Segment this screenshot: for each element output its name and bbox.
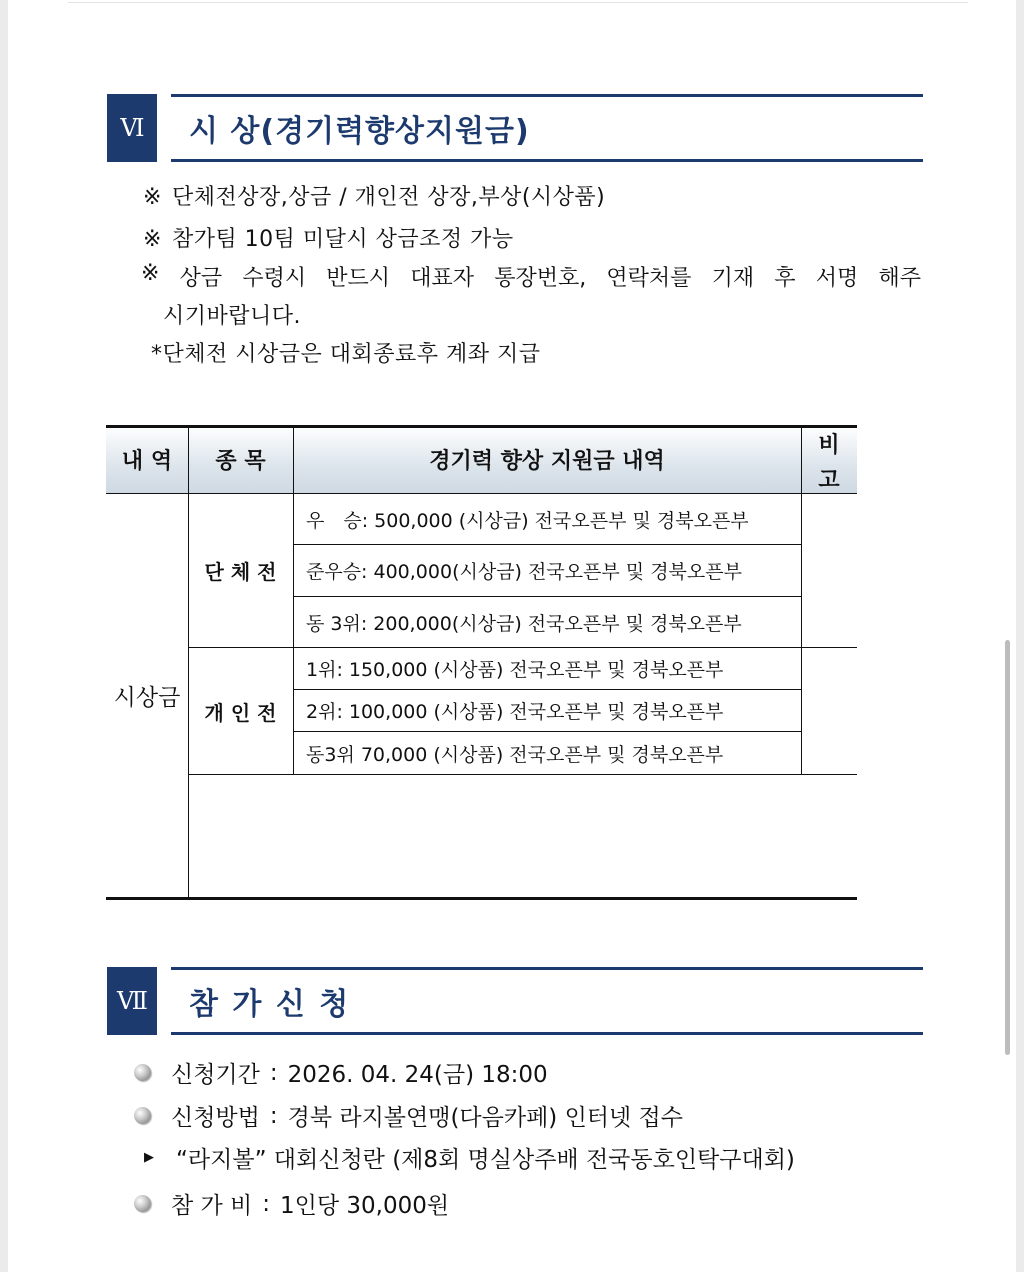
bullet-ball-icon bbox=[134, 1107, 151, 1124]
separator: : bbox=[269, 1059, 278, 1086]
application-cafe bbox=[144, 1141, 795, 1174]
category-cell: 시상금 bbox=[113, 685, 181, 711]
section-title: 시 상(경기력향상지원금) bbox=[189, 114, 530, 149]
separator: : bbox=[269, 1102, 278, 1129]
note-4: *단체전 시상금은 대회종료후 계좌 지급 bbox=[151, 342, 541, 367]
period-label: 신청기간 bbox=[171, 1062, 260, 1088]
separator: : bbox=[262, 1190, 271, 1217]
individual-row-3: 동3위 70,000 (시상품) 전국오픈부 및 경북오픈부 bbox=[306, 743, 724, 766]
reference-mark: ※ bbox=[141, 261, 160, 286]
team-row-3: 동 3위: 200,000(시상금) 전국오픈부 및 경북오픈부 bbox=[306, 612, 742, 635]
note-word: 해주 bbox=[878, 266, 921, 291]
note-word: 연락처를 bbox=[606, 266, 692, 291]
bullet-ball-icon bbox=[134, 1064, 151, 1081]
header-item: 내 역 bbox=[121, 448, 173, 474]
section-vi-header bbox=[107, 94, 923, 162]
fee-value: 1인당 30,000원 bbox=[280, 1193, 450, 1219]
section-number: Ⅶ bbox=[107, 967, 157, 1035]
note-1 bbox=[143, 180, 605, 211]
reference-mark: ※ bbox=[143, 227, 162, 252]
note-word: 반드시 bbox=[326, 266, 391, 291]
cafe-line: “라지볼” 대회신청란 (제8회 명실상주배 전국동호인탁구대회) bbox=[176, 1147, 795, 1173]
method-label: 신청방법 bbox=[171, 1105, 260, 1131]
header-note-top: 비 bbox=[818, 432, 840, 458]
prize-table bbox=[106, 425, 857, 900]
application-method bbox=[134, 1099, 683, 1132]
section-title: 참 가 신 청 bbox=[189, 987, 351, 1022]
individual-event-label: 개 인 전 bbox=[204, 700, 277, 725]
note-text: 참가팀 10팀 미달시 상금조정 가능 bbox=[171, 227, 514, 252]
note-word: 수령시 bbox=[242, 266, 307, 291]
application-fee bbox=[134, 1187, 449, 1220]
team-event-label: 단 체 전 bbox=[204, 560, 277, 584]
note-word: 기재 bbox=[711, 266, 755, 291]
individual-row-2: 2위: 100,000 (시상품) 전국오픈부 및 경북오픈부 bbox=[306, 701, 724, 723]
team-row-2: 준우승: 400,000(시상금) 전국오픈부 및 경북오픈부 bbox=[306, 561, 742, 583]
header-event: 종 목 bbox=[215, 448, 266, 474]
team-row-1: 우 승: 500,000 (시상금) 전국오픈부 및 경북오픈부 bbox=[306, 509, 749, 532]
note-word: 통장번호, bbox=[494, 266, 587, 291]
note-3 bbox=[141, 261, 921, 292]
note-word: 대표자 bbox=[410, 266, 474, 291]
period-value: 2026. 04. 24(금) 18:00 bbox=[287, 1062, 548, 1088]
note-word: 서명 bbox=[815, 266, 859, 291]
fee-label: 참 가 비 bbox=[171, 1193, 253, 1219]
header-detail: 경기력 향상 지원금 내역 bbox=[429, 448, 665, 474]
section-vii-header bbox=[107, 967, 923, 1035]
note-3-continuation: 시기바랍니다. bbox=[163, 304, 302, 329]
triangle-bullet-icon: ▶ bbox=[144, 1150, 154, 1165]
application-period bbox=[134, 1056, 548, 1089]
note-word: 상금 bbox=[179, 266, 223, 291]
scrollbar[interactable] bbox=[1005, 640, 1010, 1055]
header-note-bottom: 고 bbox=[818, 467, 840, 493]
individual-row-1: 1위: 150,000 (시상품) 전국오픈부 및 경북오픈부 bbox=[306, 659, 724, 681]
bullet-ball-icon bbox=[134, 1195, 151, 1212]
note-word: 후 bbox=[774, 266, 796, 291]
section-number: Ⅵ bbox=[107, 94, 157, 162]
table-border-bottom bbox=[106, 897, 857, 900]
note-text: 단체전상장,상금 / 개인전 상장,부상(시상품) bbox=[171, 185, 606, 210]
method-value: 경북 라지볼연맹(다음카페) 인터넷 접수 bbox=[287, 1105, 683, 1131]
document-page bbox=[8, 0, 1016, 1272]
note-2 bbox=[143, 222, 514, 253]
top-divider bbox=[68, 2, 968, 3]
reference-mark: ※ bbox=[143, 185, 162, 210]
group-rule bbox=[188, 774, 857, 775]
